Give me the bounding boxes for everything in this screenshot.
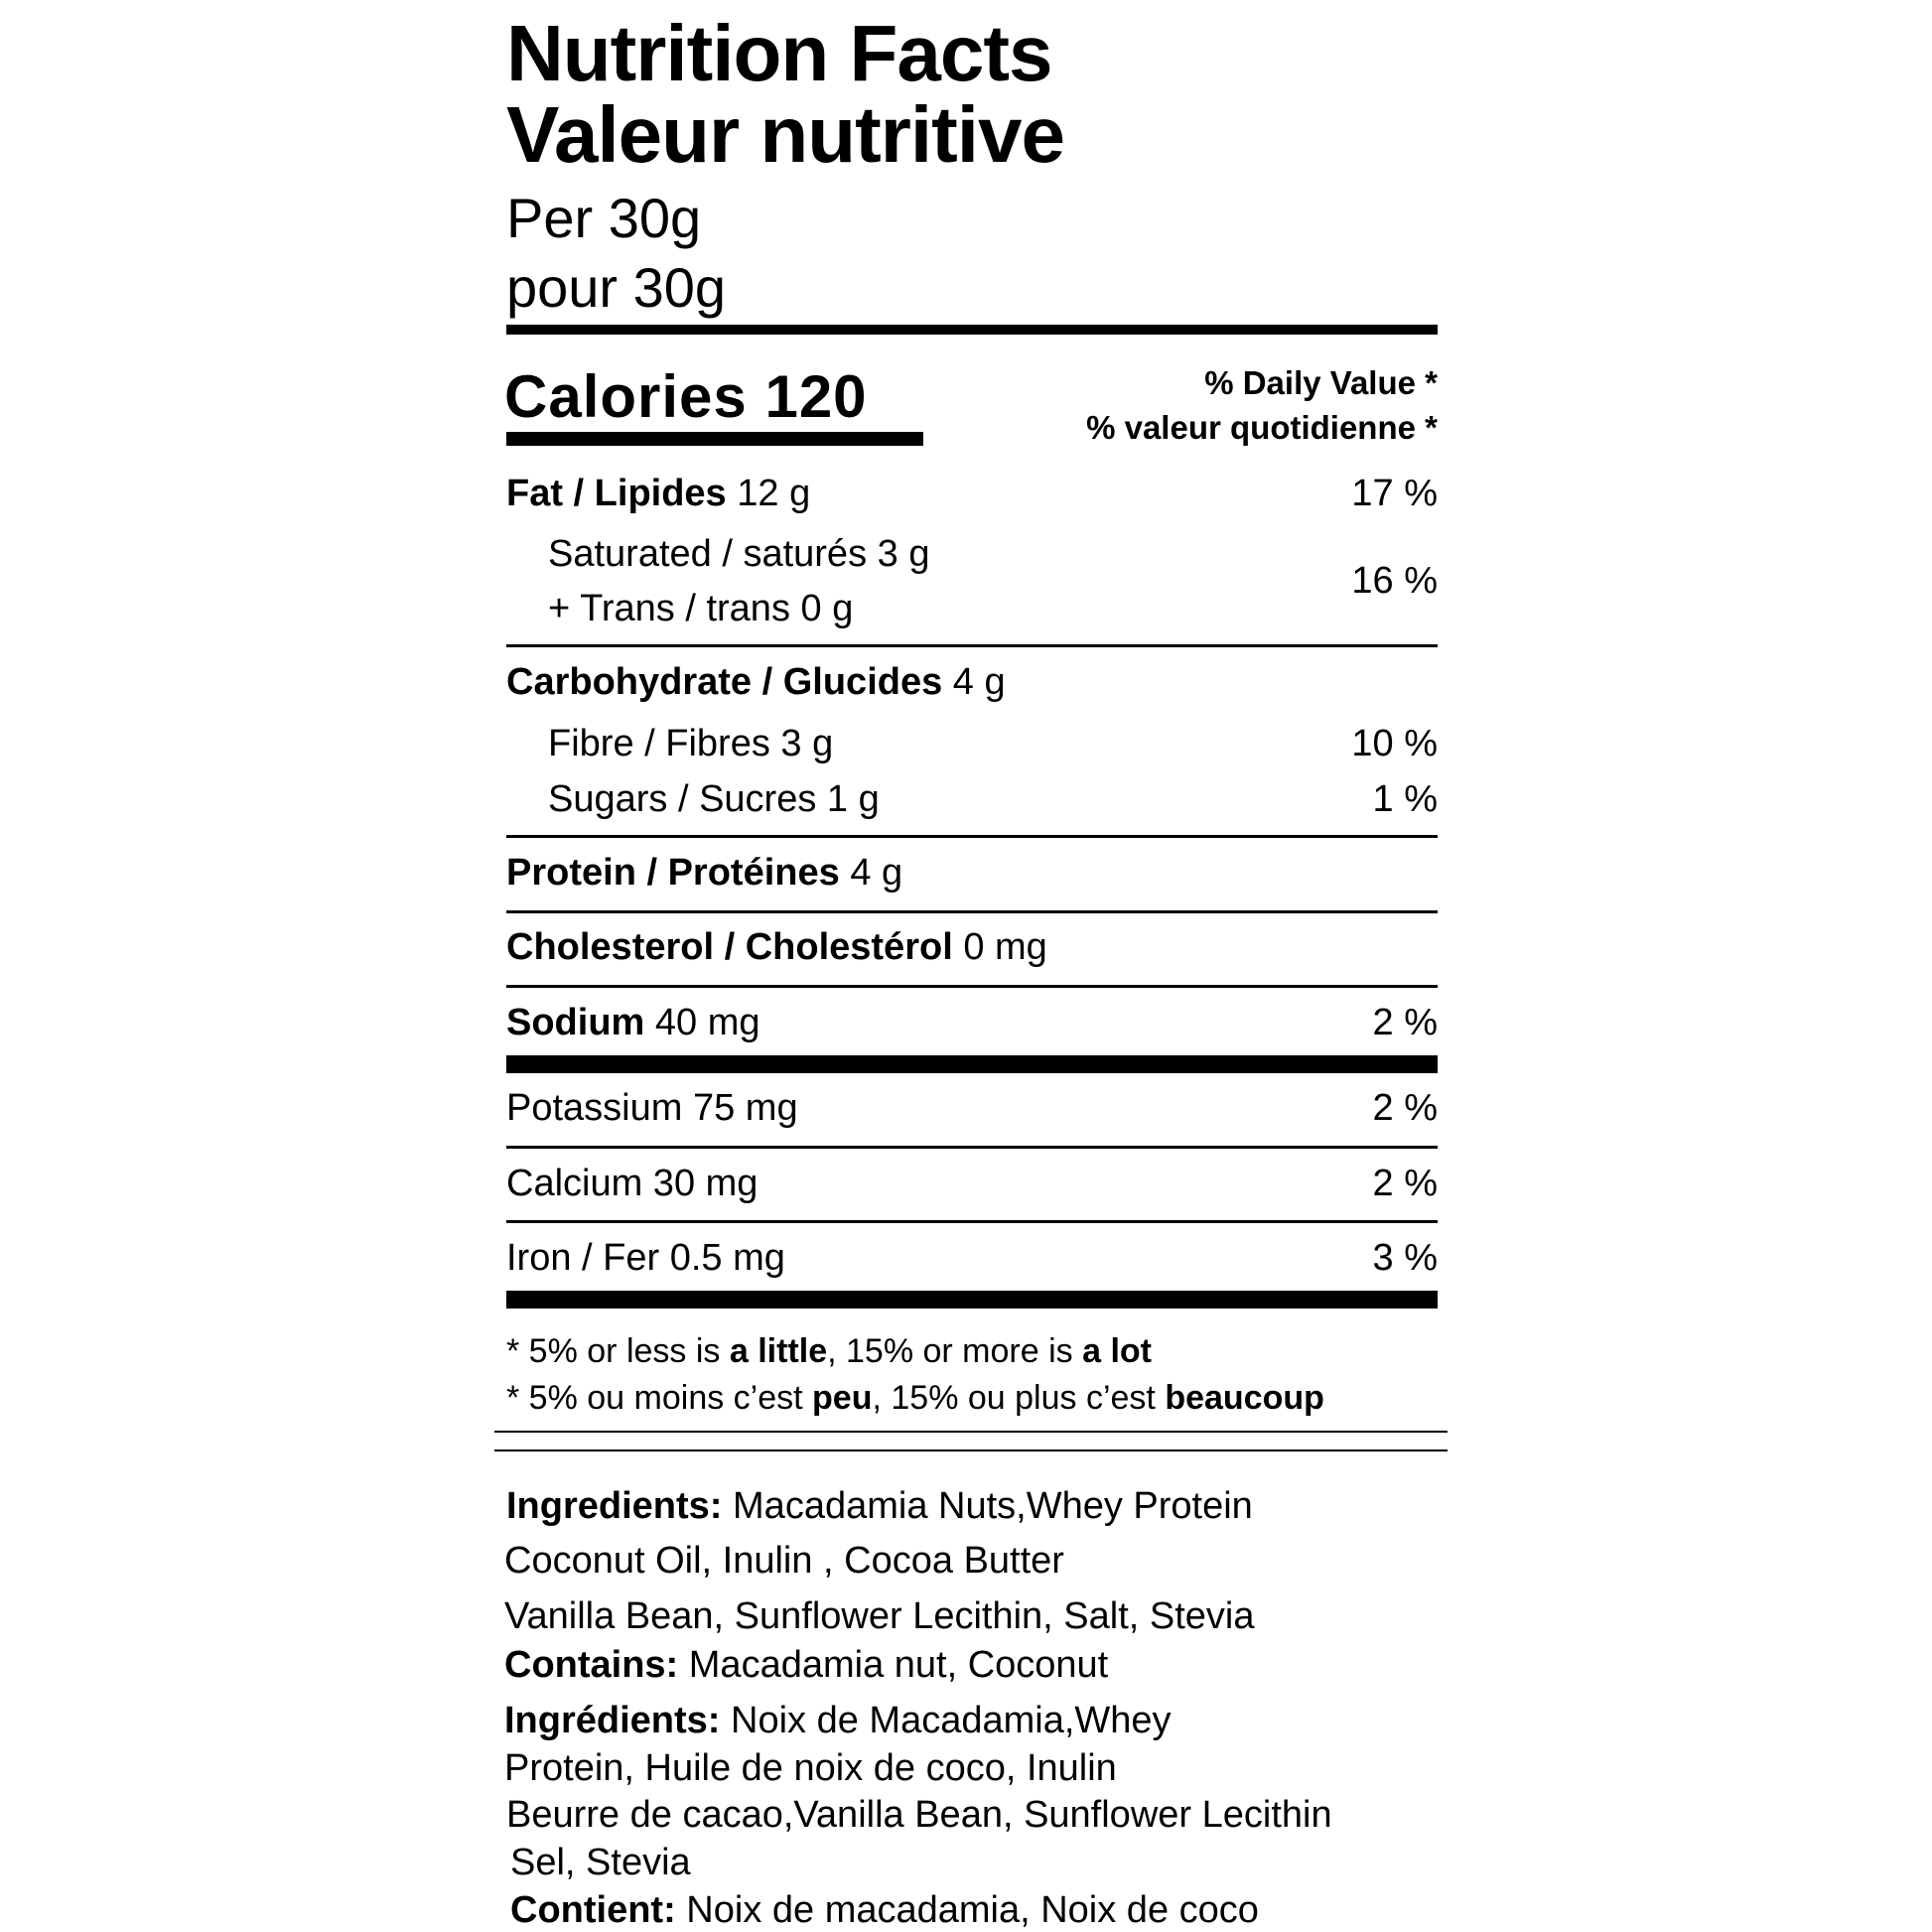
calcium-label: Calcium 30 mg bbox=[506, 1163, 759, 1204]
footnote-french: * 5% ou moins c’est peu, 15% ou plus c’est beaucoup bbox=[506, 1379, 1324, 1417]
potassium-label: Potassium 75 mg bbox=[506, 1087, 798, 1129]
ingredients-english-line-2: Coconut Oil, Inulin , Cocoa Butter bbox=[504, 1540, 1064, 1582]
divider bbox=[494, 1431, 1448, 1433]
sodium-daily-value: 2 % bbox=[1372, 1002, 1438, 1043]
protein-amount: 4 g bbox=[850, 852, 903, 894]
contains-label: Contains: bbox=[504, 1644, 679, 1686]
ingredients-label: Ingredients: bbox=[506, 1485, 723, 1527]
calories-label: Calories 120 bbox=[504, 363, 868, 430]
thick-divider bbox=[506, 325, 1438, 335]
calcium-daily-value: 2 % bbox=[1372, 1163, 1438, 1204]
sugars-daily-value: 1 % bbox=[1372, 778, 1438, 820]
divider bbox=[506, 985, 1438, 988]
iron-label: Iron / Fer 0.5 mg bbox=[506, 1237, 785, 1279]
ingredients-french-line-4: Sel, Stevia bbox=[510, 1842, 691, 1883]
contient-label: Contient: bbox=[510, 1889, 676, 1931]
sugars-label: Sugars / Sucres 1 g bbox=[548, 778, 880, 820]
cholesterol-amount: 0 mg bbox=[963, 926, 1047, 968]
fat-amount: 12 g bbox=[737, 473, 811, 514]
fibre-daily-value: 10 % bbox=[1351, 723, 1438, 764]
sodium-amount: 40 mg bbox=[654, 1002, 760, 1043]
ingredients-french-label: Ingrédients: bbox=[504, 1700, 721, 1741]
trans-label: + Trans / trans 0 g bbox=[548, 588, 854, 629]
divider bbox=[506, 644, 1438, 647]
title-french: Valeur nutritive bbox=[506, 90, 1064, 179]
protein-label: Protein / Protéines bbox=[506, 852, 840, 894]
ingredients-french-line-2: Protein, Huile de noix de coco, Inulin bbox=[504, 1747, 1117, 1789]
saturated-label: Saturated / saturés 3 g bbox=[548, 533, 930, 575]
iron-daily-value: 3 % bbox=[1372, 1237, 1438, 1279]
fat-daily-value: 17 % bbox=[1351, 473, 1438, 514]
carbohydrate-amount: 4 g bbox=[952, 661, 1006, 703]
serving-size-english: Per 30g bbox=[506, 187, 702, 249]
divider bbox=[494, 1449, 1448, 1451]
thick-divider bbox=[506, 1291, 1438, 1309]
daily-value-header-french: % valeur quotidienne * bbox=[1086, 409, 1438, 446]
contient-allergens: Contient: Noix de macadamia, Noix de coco bbox=[510, 1889, 1259, 1931]
calories-underline bbox=[506, 432, 923, 446]
daily-value-header-english: % Daily Value * bbox=[1204, 364, 1438, 401]
ingredients-french-line-1: Ingrédients: Noix de Macadamia,Whey bbox=[504, 1700, 1172, 1741]
ingredients-french-line-3: Beurre de cacao,Vanilla Bean, Sunflower Lecithin bbox=[506, 1794, 1332, 1836]
divider bbox=[506, 835, 1438, 838]
fat-label: Fat / Lipides bbox=[506, 473, 727, 514]
carbohydrate-label: Carbohydrate / Glucides bbox=[506, 661, 943, 703]
fibre-label: Fibre / Fibres 3 g bbox=[548, 723, 834, 764]
divider bbox=[506, 1146, 1438, 1149]
saturated-trans-daily-value: 16 % bbox=[1351, 560, 1438, 602]
serving-size-french: pour 30g bbox=[506, 256, 727, 319]
sodium-label: Sodium bbox=[506, 1002, 645, 1043]
thick-divider bbox=[506, 1055, 1438, 1073]
title-english: Nutrition Facts bbox=[506, 9, 1052, 97]
potassium-daily-value: 2 % bbox=[1372, 1087, 1438, 1129]
divider bbox=[506, 910, 1438, 913]
contains-allergens: Contains: Macadamia nut, Coconut bbox=[504, 1644, 1109, 1686]
divider bbox=[506, 1220, 1438, 1223]
ingredients-english-line-3: Vanilla Bean, Sunflower Lecithin, Salt, Stevia bbox=[504, 1595, 1255, 1637]
ingredients-english-line-1: Ingredients: Macadamia Nuts,Whey Protein bbox=[506, 1485, 1253, 1527]
footnote-english: * 5% or less is a little, 15% or more is a lot bbox=[506, 1332, 1152, 1370]
cholesterol-label: Cholesterol / Cholestérol bbox=[506, 926, 953, 968]
